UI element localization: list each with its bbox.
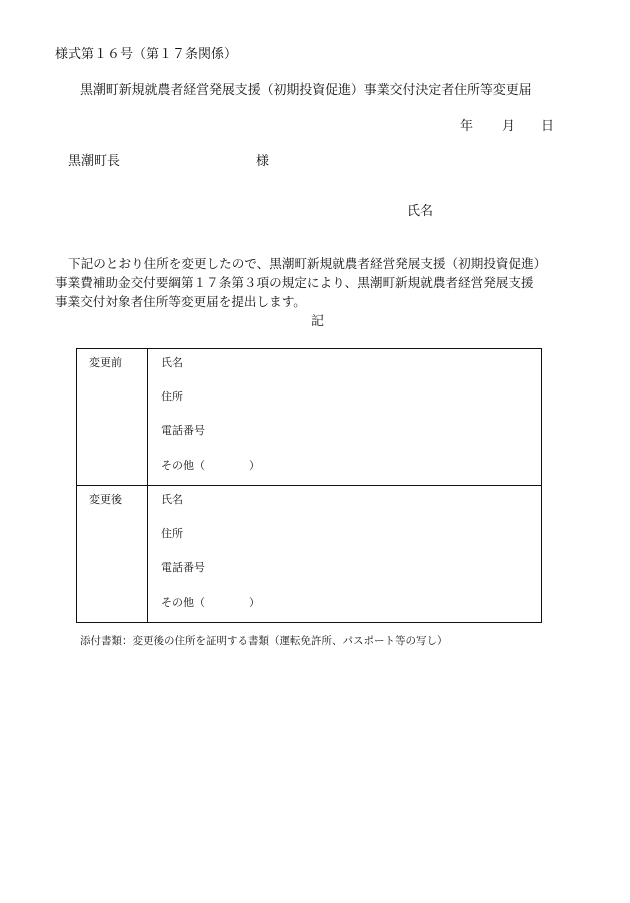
after-fields-cell xyxy=(148,486,542,623)
after-phone-label: 電話番号 xyxy=(161,561,205,574)
attachment-note: 添付書類：変更後の住所を証明する書類（運転免許所、パスポート等の写し） xyxy=(80,635,448,647)
before-label: 変更前 xyxy=(89,356,122,369)
body-line-2: 事業費補助金交付要綱第１７条第３項の規定により、黒潮町新規就農者経営発展支援 xyxy=(55,275,534,290)
after-other-label: その他（ ） xyxy=(161,596,260,609)
after-name-label: 氏名 xyxy=(161,493,183,506)
before-label-cell xyxy=(77,349,148,486)
date-day-label: 日 xyxy=(541,119,555,134)
body-line-1: 下記のとおり住所を変更したので、黒潮町新規就農者経営発展支援（初期投資促進） xyxy=(68,256,547,271)
before-name-label: 氏名 xyxy=(161,356,183,369)
before-address-label: 住所 xyxy=(161,390,183,403)
ki-heading: 記 xyxy=(311,314,325,329)
after-address-label: 住所 xyxy=(161,527,183,540)
after-row xyxy=(77,486,542,623)
date-month-label: 月 xyxy=(502,119,516,134)
after-label-cell xyxy=(77,486,148,623)
applicant-name-label: 氏名 xyxy=(407,204,434,219)
addressee-honorific: 様 xyxy=(256,154,270,169)
after-label: 変更後 xyxy=(89,493,122,506)
form-title: 黒潮町新規就農者経営発展支援（初期投資促進）事業交付決定者住所等変更届 xyxy=(80,83,532,98)
form-number: 様式第１６号（第１７条関係） xyxy=(55,47,238,62)
addressee-name: 黒潮町長 xyxy=(68,154,121,169)
body-line-3: 事業交付対象者住所等変更届を提出します。 xyxy=(55,294,306,309)
before-row xyxy=(77,349,542,486)
date-year-label: 年 xyxy=(460,119,474,134)
before-other-label: その他（ ） xyxy=(161,459,260,472)
before-phone-label: 電話番号 xyxy=(161,424,205,437)
change-table xyxy=(76,348,542,623)
before-fields-cell xyxy=(148,349,542,486)
